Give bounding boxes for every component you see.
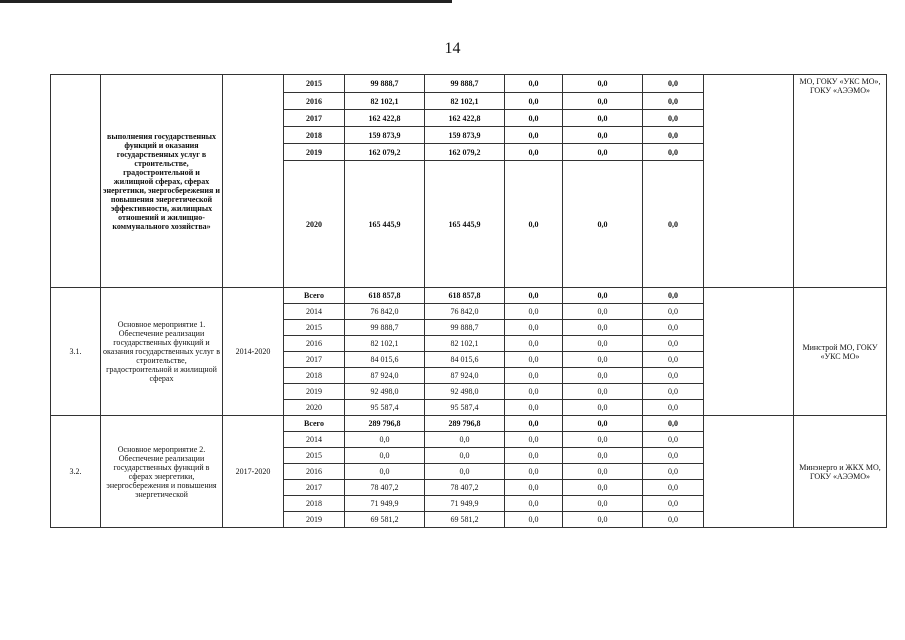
year-cell: 2020: [284, 161, 345, 288]
item-description: Основное мероприятие 2. Обеспечение реализации государственных функций в сферах энергетики, энергосбережения и повышения энергетической: [101, 416, 223, 528]
empty-cell: [704, 288, 794, 416]
total-cell: 69 581,2: [345, 512, 425, 528]
budget-cell: 165 445,9: [425, 161, 505, 288]
federal-cell: 0,0: [505, 75, 563, 93]
extra-cell: 0,0: [643, 161, 704, 288]
extra-cell: 0,0: [643, 304, 704, 320]
federal-cell: 0,0: [505, 320, 563, 336]
year-cell: 2015: [284, 448, 345, 464]
total-cell: 289 796,8: [345, 416, 425, 432]
year-cell: 2019: [284, 384, 345, 400]
year-cell: 2018: [284, 496, 345, 512]
year-cell: 2014: [284, 304, 345, 320]
budget-cell: 99 888,7: [425, 320, 505, 336]
local-cell: 0,0: [563, 448, 643, 464]
budget-cell: 69 581,2: [425, 512, 505, 528]
extra-cell: 0,0: [643, 368, 704, 384]
extra-cell: 0,0: [643, 75, 704, 93]
table-row: [51, 288, 887, 304]
budget-cell: 289 796,8: [425, 416, 505, 432]
item-number: 3.2.: [51, 416, 101, 528]
responsible-cell: Минстрой МО, ГОКУ «УКС МО»: [794, 288, 887, 416]
federal-cell: 0,0: [505, 480, 563, 496]
budget-cell: 162 422,8: [425, 110, 505, 127]
local-cell: 0,0: [563, 110, 643, 127]
local-cell: 0,0: [563, 352, 643, 368]
local-cell: 0,0: [563, 288, 643, 304]
extra-cell: 0,0: [643, 512, 704, 528]
federal-cell: 0,0: [505, 304, 563, 320]
total-cell: 82 102,1: [345, 93, 425, 110]
local-cell: 0,0: [563, 144, 643, 161]
federal-cell: 0,0: [505, 512, 563, 528]
responsible-cell: МО, ГОКУ «УКС МО», ГОКУ «АЭЭМО»: [794, 75, 887, 288]
local-cell: 0,0: [563, 432, 643, 448]
item-period: [223, 75, 284, 288]
year-cell: 2020: [284, 400, 345, 416]
local-cell: 0,0: [563, 161, 643, 288]
item-description: выполнения государственных функций и оказания государственных услуг в строительстве, градостроительной и жилищной сферах, сферах энергетики, энергосбережения и повышения энергетической эффективности, жилищных отношений и жилищно-коммунального хозяйства»: [101, 75, 223, 288]
top-rule: [0, 0, 452, 3]
extra-cell: 0,0: [643, 464, 704, 480]
federal-cell: 0,0: [505, 432, 563, 448]
federal-cell: 0,0: [505, 384, 563, 400]
year-cell: Всего: [284, 288, 345, 304]
local-cell: 0,0: [563, 480, 643, 496]
budget-cell: 0,0: [425, 448, 505, 464]
federal-cell: 0,0: [505, 464, 563, 480]
federal-cell: 0,0: [505, 336, 563, 352]
budget-cell: 162 079,2: [425, 144, 505, 161]
budget-cell: 0,0: [425, 432, 505, 448]
page-number: 14: [444, 40, 461, 57]
year-cell: 2016: [284, 464, 345, 480]
total-cell: 84 015,6: [345, 352, 425, 368]
federal-cell: 0,0: [505, 110, 563, 127]
total-cell: 162 422,8: [345, 110, 425, 127]
item-description: Основное мероприятие 1. Обеспечение реализации государственных функций и оказания государственных услуг в строительстве, градостроительной и жилищной сферах: [101, 288, 223, 416]
local-cell: 0,0: [563, 93, 643, 110]
item-period: 2014-2020: [223, 288, 284, 416]
empty-cell: [704, 75, 794, 288]
year-cell: 2016: [284, 336, 345, 352]
extra-cell: 0,0: [643, 127, 704, 144]
year-cell: 2018: [284, 127, 345, 144]
federal-cell: 0,0: [505, 144, 563, 161]
item-number: 3.1.: [51, 288, 101, 416]
extra-cell: 0,0: [643, 352, 704, 368]
local-cell: 0,0: [563, 304, 643, 320]
budget-cell: 95 587,4: [425, 400, 505, 416]
year-cell: 2015: [284, 320, 345, 336]
budget-cell: 71 949,9: [425, 496, 505, 512]
extra-cell: 0,0: [643, 432, 704, 448]
year-cell: Всего: [284, 416, 345, 432]
total-cell: 0,0: [345, 448, 425, 464]
local-cell: 0,0: [563, 368, 643, 384]
total-cell: 82 102,1: [345, 336, 425, 352]
budget-cell: 84 015,6: [425, 352, 505, 368]
year-cell: 2014: [284, 432, 345, 448]
year-cell: 2018: [284, 368, 345, 384]
federal-cell: 0,0: [505, 161, 563, 288]
year-cell: 2019: [284, 144, 345, 161]
extra-cell: 0,0: [643, 93, 704, 110]
extra-cell: 0,0: [643, 448, 704, 464]
budget-cell: 99 888,7: [425, 75, 505, 93]
program-table: [50, 74, 887, 528]
table-row: [51, 75, 887, 93]
extra-cell: 0,0: [643, 336, 704, 352]
budget-cell: 76 842,0: [425, 304, 505, 320]
total-cell: 159 873,9: [345, 127, 425, 144]
federal-cell: 0,0: [505, 368, 563, 384]
total-cell: 162 079,2: [345, 144, 425, 161]
extra-cell: 0,0: [643, 288, 704, 304]
budget-cell: 92 498,0: [425, 384, 505, 400]
item-period: 2017-2020: [223, 416, 284, 528]
total-cell: 99 888,7: [345, 75, 425, 93]
federal-cell: 0,0: [505, 127, 563, 144]
item-number: [51, 75, 101, 288]
budget-cell: 159 873,9: [425, 127, 505, 144]
federal-cell: 0,0: [505, 448, 563, 464]
federal-cell: 0,0: [505, 352, 563, 368]
local-cell: 0,0: [563, 416, 643, 432]
local-cell: 0,0: [563, 336, 643, 352]
federal-cell: 0,0: [505, 93, 563, 110]
total-cell: 87 924,0: [345, 368, 425, 384]
total-cell: 71 949,9: [345, 496, 425, 512]
extra-cell: 0,0: [643, 416, 704, 432]
federal-cell: 0,0: [505, 288, 563, 304]
total-cell: 95 587,4: [345, 400, 425, 416]
total-cell: 92 498,0: [345, 384, 425, 400]
local-cell: 0,0: [563, 464, 643, 480]
empty-cell: [704, 416, 794, 528]
budget-cell: 0,0: [425, 464, 505, 480]
federal-cell: 0,0: [505, 496, 563, 512]
responsible-cell: Минэнерго и ЖКХ МО, ГОКУ «АЭЭМО»: [794, 416, 887, 528]
local-cell: 0,0: [563, 512, 643, 528]
local-cell: 0,0: [563, 496, 643, 512]
year-cell: 2015: [284, 75, 345, 93]
year-cell: 2019: [284, 512, 345, 528]
extra-cell: 0,0: [643, 110, 704, 127]
total-cell: 0,0: [345, 432, 425, 448]
budget-cell: 82 102,1: [425, 93, 505, 110]
total-cell: 76 842,0: [345, 304, 425, 320]
year-cell: 2017: [284, 352, 345, 368]
federal-cell: 0,0: [505, 400, 563, 416]
budget-cell: 87 924,0: [425, 368, 505, 384]
extra-cell: 0,0: [643, 496, 704, 512]
extra-cell: 0,0: [643, 320, 704, 336]
local-cell: 0,0: [563, 75, 643, 93]
extra-cell: 0,0: [643, 384, 704, 400]
budget-cell: 82 102,1: [425, 336, 505, 352]
federal-cell: 0,0: [505, 416, 563, 432]
extra-cell: 0,0: [643, 400, 704, 416]
local-cell: 0,0: [563, 127, 643, 144]
extra-cell: 0,0: [643, 480, 704, 496]
budget-cell: 78 407,2: [425, 480, 505, 496]
budget-cell: 618 857,8: [425, 288, 505, 304]
year-cell: 2017: [284, 480, 345, 496]
total-cell: 165 445,9: [345, 161, 425, 288]
total-cell: 0,0: [345, 464, 425, 480]
total-cell: 99 888,7: [345, 320, 425, 336]
local-cell: 0,0: [563, 384, 643, 400]
extra-cell: 0,0: [643, 144, 704, 161]
table-row: [51, 416, 887, 432]
year-cell: 2017: [284, 110, 345, 127]
local-cell: 0,0: [563, 320, 643, 336]
local-cell: 0,0: [563, 400, 643, 416]
year-cell: 2016: [284, 93, 345, 110]
total-cell: 618 857,8: [345, 288, 425, 304]
total-cell: 78 407,2: [345, 480, 425, 496]
